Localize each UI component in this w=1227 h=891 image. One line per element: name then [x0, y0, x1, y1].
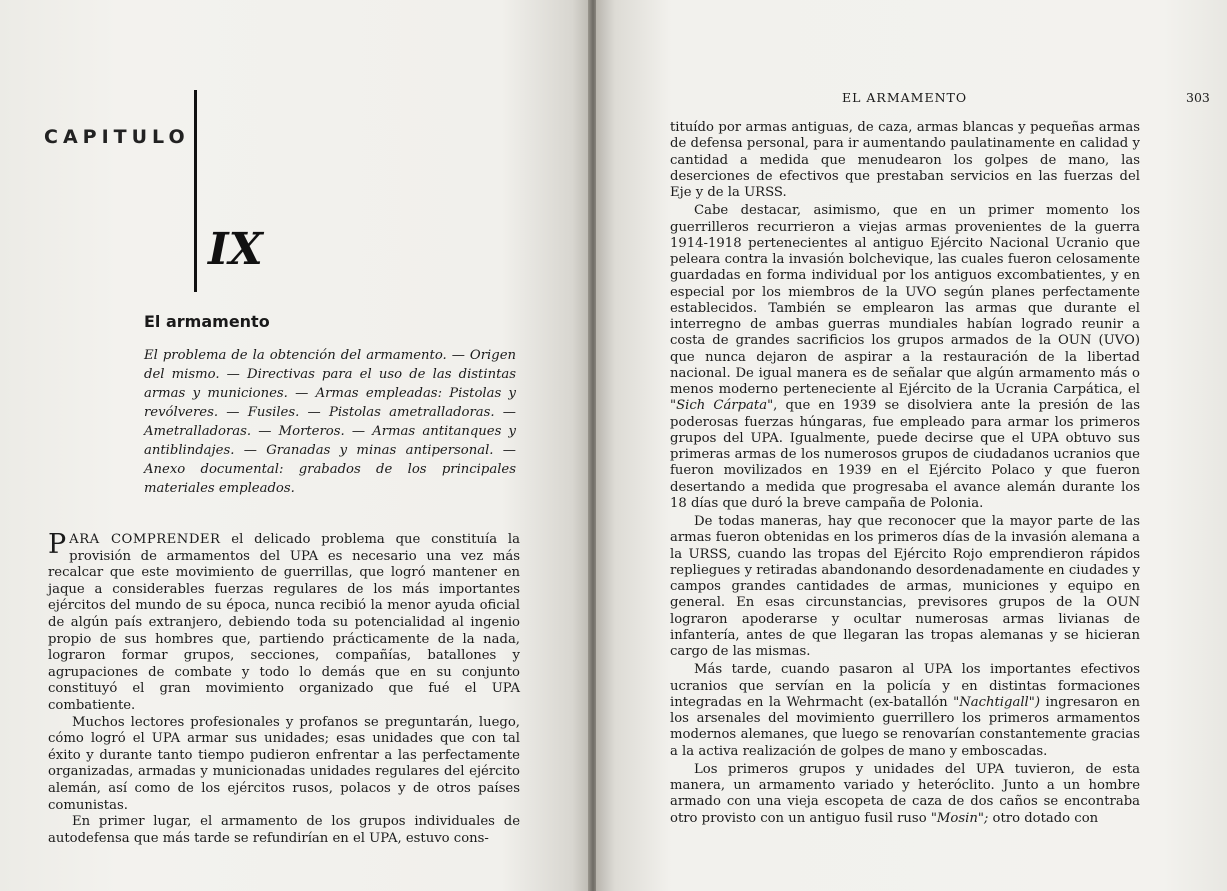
paragraph-text: otro dotado con — [988, 810, 1099, 826]
drop-cap: P — [48, 529, 67, 560]
paragraph-text: Los primeros grupos y unidades del UPA tuvieron, de esta manera, un armamento variado y heteróclito. Junto a un hombre armado con una vieja escopeta de caza de dos caños se encontraba otro provisto con un antiguo fusil ruso — [670, 761, 1140, 826]
left-body-text — [48, 529, 521, 847]
left-page — [0, 0, 590, 891]
chapter-divider — [194, 90, 197, 292]
paragraph: tituído por armas antiguas, de caza, armas blancas y pequeñas armas de defensa personal, para ir aumentando paulatinamente en calidad y cantidad a medida que menudearon los golpes de mano, las deserciones de efectivos que prestaban servicios en las fuerzas del Eje y de la URSS. — [670, 120, 1140, 200]
paragraph-text: , que en 1939 se disolviera ante la presión de las poderosas fuerzas húngaras, fue empleado para armar los primeros grupos del UPA. Igualmente, puede decirse que el UPA obtuvo sus primeras armas de los numerosos grupos de ciudadanos ucranios que fueron movilizados en 1939 en el Ejército Polaco y que fueron desertando a medida que progresaba el avance alemán durante los 18 días que duró la breve campaña de Polonia. — [670, 398, 1140, 511]
paragraph: Muchos lectores profesionales y profanos se preguntarán, luego, cómo logró el UPA armar sus unidades; esas unidades que con tal éxito y durante tanto tiempo pudieron enfrentar a las perfectamente organizadas, armadas y municionadas unidades regulares del ejército alemán, así como de los ejércitos rusos, polacos y de otros países comunistas. — [48, 714, 520, 813]
paragraph: De todas maneras, hay que reconocer que la mayor parte de las armas fueron obtenidas en los primeros días de la invasión alemana a la URSS, cuando las tropas del Ejército Rojo emprendieron rápidos repliegues y retiradas abandonando desordenadamente en ciudades y campos grandes cantidades de armas, municiones y equipo en general. En esas circunstancias, previsores grupos de la OUN lograron apoderarse y ocultar numerosas armas livianas de infantería, antes de que llegaran las tropas alemanas y se hicieran cargo de las mismas. — [670, 514, 1140, 659]
paragraph — [670, 762, 1140, 827]
paragraph-text: ingresaron en los arsenales del movimiento guerrillero los primeros armamentos modernos alemanes, que luego se renovarían constantemente gracias a la activa realización de golpes de mano y emboscadas. — [670, 694, 1140, 759]
chapter-title: El armamento — [144, 312, 270, 331]
chapter-summary: El problema de la obtención del armamento. — Origen del mismo. — Directivas para el uso de las distintas armas y municiones. — Armas empleadas: Pistolas y revólveres. — Fusiles. — Pistolas ametralladoras. — Ametralladoras. — Morteros. — Armas antitanques y antiblindajes. — Granadas y minas antipersonal. — Anexo documental: grabados de los principales materiales empleados. — [144, 348, 516, 496]
paragraph — [670, 662, 1140, 760]
page-number: 303 — [1186, 90, 1210, 105]
chapter-number: IX — [208, 224, 263, 275]
chapter-label: CAPITULO — [44, 126, 190, 148]
paragraph-text: el delicado problema que constituía la provisión de armamentos del UPA es necesario una vez más recalcar que este movimiento de guerrillas, que logró mantener en jaque a considerables fuerzas regulares de los más importantes ejércitos del mundo de su época, nunca recibió la menor ayuda oficial de algún país extranjero, debiendo toda su potencialidad al ingenio propio de sus hombres que, partiendo prácticamente de la nada, lograron formar grupos, secciones, compañías, batallones y agrupaciones de combate y todo lo demás que en su conjunto constituyó el gran movimiento organizado que fué el UPA combatiente. — [48, 532, 521, 713]
paragraph — [670, 203, 1140, 512]
paragraph-text: Cabe destacar, asimismo, que en un primer momento los guerrilleros recurrieron a viejas armas provenientes de la guerra 1914-1918 pertenecientes al antiguo Ejército Nacional Ucranio que peleara contra la invasión bolchevique, las cuales fueron celosamente guardadas en forma individual por los antiguos excombatientes, y en especial por los miembros de la UVO según planes perfectamente establecidos. También se emplearon las armas que durante el interregno de ambas guerras mundiales habían logrado reunir a costa de grandes sacrificios los grupos armados de la OUN (UVO) que nunca dejaron de aspirar a la restauración de la libertad nacional. De igual manera es de señalar que algún armamento más o menos moderno perteneciente al Ejército de la Ucrania Carpática, el — [670, 203, 1140, 397]
paragraph — [48, 529, 521, 715]
italic-text: "Mosin"; — [930, 810, 989, 826]
small-caps-lead: ARA COMPRENDER — [69, 532, 221, 547]
right-body-text — [670, 120, 1140, 827]
paragraph: En primer lugar, el armamento de los grupos individuales de autodefensa que más tarde se refundirían en el UPA, estuvo cons- — [48, 814, 520, 846]
italic-text: "Sich Cárpata" — [670, 398, 774, 414]
paragraph-text: Más tarde, cuando pasaron al UPA los importantes efectivos ucranios que servían en la policía y en distintas formaciones integradas en la Wehrmacht (ex-batallón — [670, 662, 1140, 710]
running-head: EL ARMAMENTO — [842, 90, 968, 105]
italic-text: "Nachtigall") — [953, 694, 1040, 710]
